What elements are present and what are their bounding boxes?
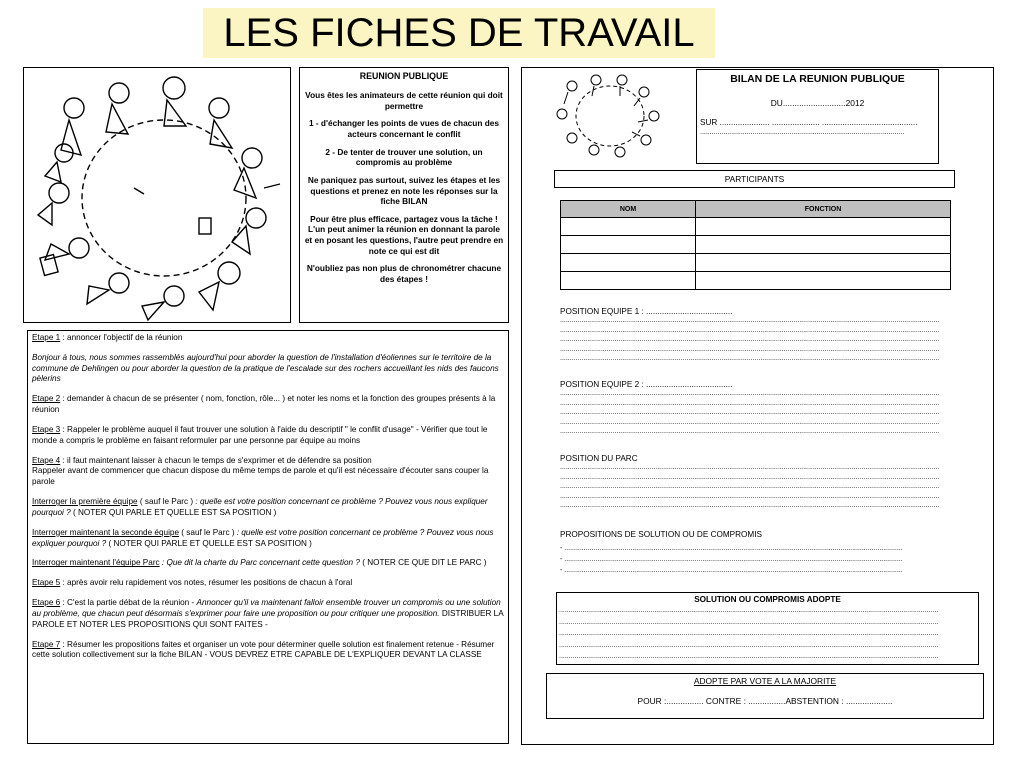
solution-title: SOLUTION OU COMPROMIS ADOPTE <box>694 595 841 604</box>
participant-function-cell[interactable] <box>696 236 951 254</box>
etape-1-text: : annoncer l'objectif de la réunion <box>60 333 183 342</box>
dotted-line[interactable]: ................................................................................................................................................................................................... <box>560 492 940 500</box>
reunion-intro: Vous êtes les animateurs de cette réunion qui doit permettre <box>305 90 503 111</box>
question-team-2 <box>32 528 504 550</box>
dotted-line[interactable]: ................................................................................................................................................................................................... <box>560 483 940 491</box>
question-3-note: ( NOTER CE QUE DIT LE PARC ) <box>362 558 487 568</box>
dotted-line[interactable]: ................................................................................................................................................................................................... <box>560 418 940 426</box>
bilan-subject: SUR ...................... ..................... .......................................... <box>700 118 918 127</box>
etape-2 <box>32 394 504 416</box>
question-1-label: Interroger la première équipe <box>32 497 138 507</box>
participant-name-cell[interactable] <box>561 218 696 236</box>
dotted-line[interactable]: ................................................................................................................................................................................................... <box>559 630 939 637</box>
reunion-point-2: 2 - De tenter de trouver une solution, un compromis au problème <box>325 146 483 168</box>
propositions-section <box>560 530 920 576</box>
page-title: LES FICHES DE TRAVAIL <box>203 8 715 58</box>
etape-3 <box>32 425 504 447</box>
dotted-line[interactable]: ................................................................................................................................................................................................... <box>560 326 940 334</box>
bilan-header-box <box>696 69 939 164</box>
question-3-text: : Que dit la charte du Parc concernant cette question ? <box>159 558 363 568</box>
bilan-subject-line-2: ......................................................................................................... <box>700 128 905 136</box>
dotted-line[interactable]: ................................................................................................................................................................................................... <box>560 390 940 397</box>
participant-name-cell[interactable] <box>561 272 696 290</box>
etape-6-label: Etape 6 <box>32 598 61 608</box>
question-2-label: Interroger maintenant la seconde équipe <box>32 527 180 537</box>
dotted-line[interactable]: ................................................................................................................................................................................................... <box>559 653 939 660</box>
etape-2-label: Etape 2 <box>32 394 61 404</box>
question-2-note: ( NOTER QUI PARLE ET QUELLE EST SA POSITION ) <box>108 538 312 548</box>
proposition-line[interactable]: - .............................................................................................................................................................................. <box>560 567 903 574</box>
etape-3-text: : Rappeler le problème auquel il faut trouver une solution à l'aide du descriptif " le conflit d'usage" - Vérifier que tout le monde a compris le problème en faisant reformuler par une personne par équipe au moins <box>32 424 488 445</box>
reunion-timer: N'oubliez pas non plus de chronométrer chacune des étapes ! <box>306 263 502 284</box>
question-2-paren: ( sauf le Parc ) <box>179 527 237 537</box>
vote-box <box>546 673 984 719</box>
proposition-line[interactable]: - .............................................................................................................................................................................. <box>560 556 903 563</box>
debate-circle-drawing <box>24 68 290 322</box>
reunion-point-1: 1 - d'échanger les points de vues de chacun des acteurs concernant le conflit <box>308 118 500 140</box>
etape-1 <box>32 333 504 344</box>
etape-3-label: Etape 3 <box>32 424 61 434</box>
dotted-line[interactable]: ................................................................................................................................................................................................... <box>560 473 940 481</box>
position-parc-label: POSITION DU PARC <box>560 454 638 463</box>
etape-1-body: Bonjour à tous, nous sommes rassemblés aujourd'hui pour aborder la question de l'installation d'éoliennes sur le territoire de la commune de Dehlingen ou pour aborder la question de la pratique de l'escalade sur des rochers accueillant les nids des faucons pèlerins <box>32 352 499 384</box>
question-team-1 <box>32 497 504 519</box>
question-1-text: : quelle est votre position concernant ce problème ? Pouvez vous nous expliquer pourquoi ? <box>32 497 488 517</box>
etape-7-label: Etape 7 <box>32 639 61 649</box>
proposition-line[interactable]: - .............................................................................................................................................................................. <box>560 545 903 552</box>
debate-circle-illustration <box>23 67 291 323</box>
question-team-parc <box>32 558 504 569</box>
dotted-line[interactable]: ................................................................................................................................................................................................... <box>560 464 940 471</box>
participant-name-cell[interactable] <box>561 254 696 272</box>
position-team-2-label: POSITION EQUIPE 2 : ...................................... <box>560 380 733 389</box>
participant-function-cell[interactable] <box>696 254 951 272</box>
dotted-line[interactable]: ................................................................................................................................................................................................... <box>560 355 940 363</box>
etape-4-label: Etape 4 <box>32 455 61 465</box>
etape-7-text: : Résumer les propositions faites et organiser un vote pour déterminer quelle solution est finalement retenue - Résumer cette solution collectivement sur la fiche BILAN - VOUS DEVREZ ETRE CAPABLE DE L'EXPLIQUER DEVANT LA CLASSE <box>32 639 495 660</box>
etape-6 <box>32 598 504 630</box>
position-parc-section <box>560 454 952 511</box>
bilan-title: BILAN DE LA REUNION PUBLIQUE <box>730 73 905 85</box>
dotted-line[interactable]: ................................................................................................................................................................................................... <box>560 336 940 344</box>
etape-2-text: : demander à chacun de se présenter ( nom, fonction, rôle... ) et noter les noms et la fonction des groupes présents à la réunion <box>32 394 496 415</box>
participants-header: PARTICIPANTS <box>554 170 955 188</box>
reunion-efficiency: Pour être plus efficace, partagez vous la tâche ! L'un peut animer la réunion en donnant la parole et en posant les questions, l'autre peut prendre en note ce qui est dit <box>304 213 504 256</box>
reunion-instructions-box <box>299 67 509 323</box>
col-fonction: FONCTION <box>696 201 951 218</box>
reunion-title: REUNION PUBLIQUE <box>359 71 449 81</box>
position-team-2-section <box>560 380 952 437</box>
propositions-label: PROPOSITIONS DE SOLUTION OU DE COMPROMIS <box>560 530 762 539</box>
dotted-line[interactable]: ................................................................................................................................................................................................... <box>559 618 939 626</box>
bilan-circle-drawing <box>550 72 668 160</box>
position-team-1-label: POSITION EQUIPE 1 : ...................................... <box>560 307 733 316</box>
etape-1-label: Etape 1 <box>32 333 61 342</box>
question-3-label: Interroger maintenant l'équipe Parc <box>32 558 160 568</box>
dotted-line[interactable]: ................................................................................................................................................................................................... <box>560 409 940 417</box>
vote-title: ADOPTE PAR VOTE A LA MAJORITE <box>693 676 837 686</box>
etape-6-caps: DISTRIBUER LA PAROLE ET NOTER LES PROPOSITIONS QUI SONT FAITES - <box>32 608 504 629</box>
etape-4 <box>32 456 504 488</box>
reunion-advice: Ne paniquez pas surtout, suivez les étapes et les questions et prenez en note les réponses sur la fiche BILAN <box>307 174 501 207</box>
dotted-line[interactable]: ................................................................................................................................................................................................... <box>560 502 940 510</box>
etape-4-body: Rappeler avant de commencer que chacun dispose du même temps de parole et qu'il est nécessaire d'écouter sans couper la parole <box>32 466 489 487</box>
question-2-text: : quelle est votre position concernant ce problème ? Pouvez vous nous expliquer pourquoi ? <box>32 527 494 548</box>
vote-line[interactable]: POUR :................ CONTRE : ................ABSTENTION : .................... <box>637 696 893 706</box>
dotted-line[interactable]: ................................................................................................................................................................................................... <box>560 317 940 324</box>
participant-function-cell[interactable] <box>696 272 951 290</box>
etape-4-text: : il faut maintenant laisser à chacun le temps de s'exprimer et de défendre sa position <box>60 455 372 465</box>
col-nom: NOM <box>561 201 696 218</box>
etape-7 <box>32 640 504 662</box>
dotted-line[interactable]: ................................................................................................................................................................................................... <box>560 345 940 353</box>
question-1-paren: ( sauf le Parc ) <box>137 497 196 507</box>
participant-function-cell[interactable] <box>696 218 951 236</box>
etapes-box <box>27 330 509 744</box>
participant-name-cell[interactable] <box>561 236 696 254</box>
etape-6-text: : C'est la partie débat de la réunion - <box>60 598 197 608</box>
solution-adopted-box <box>556 592 979 665</box>
dotted-line[interactable]: ................................................................................................................................................................................................... <box>560 399 940 407</box>
participants-table <box>560 200 951 290</box>
etape-5-label: Etape 5 <box>32 578 61 588</box>
position-team-1-section <box>560 307 952 364</box>
etape-6-italic: Annoncer qu'il va maintenant falloir ensemble trouver un compromis ou une solution au problème, que chacun peut désormais s'exprimer pour faire une proposition ou pour critiquer une proposition. <box>32 598 501 618</box>
bilan-date: DU...........................2012 <box>770 98 865 108</box>
etape-5 <box>32 578 504 589</box>
dotted-line[interactable]: ................................................................................................................................................................................................... <box>559 641 939 649</box>
etape-5-text: : après avoir relu rapidement vos notes, résumer les positions de chacun à l'oral <box>60 578 353 588</box>
dotted-line[interactable]: ................................................................................................................................................................................................... <box>560 428 940 436</box>
question-1-note: ( NOTER QUI PARLE ET QUELLE EST SA POSITION ) <box>72 507 277 517</box>
dotted-line[interactable]: ................................................................................................................................................................................................... <box>559 607 939 614</box>
bilan-circle-illustration <box>550 72 668 160</box>
